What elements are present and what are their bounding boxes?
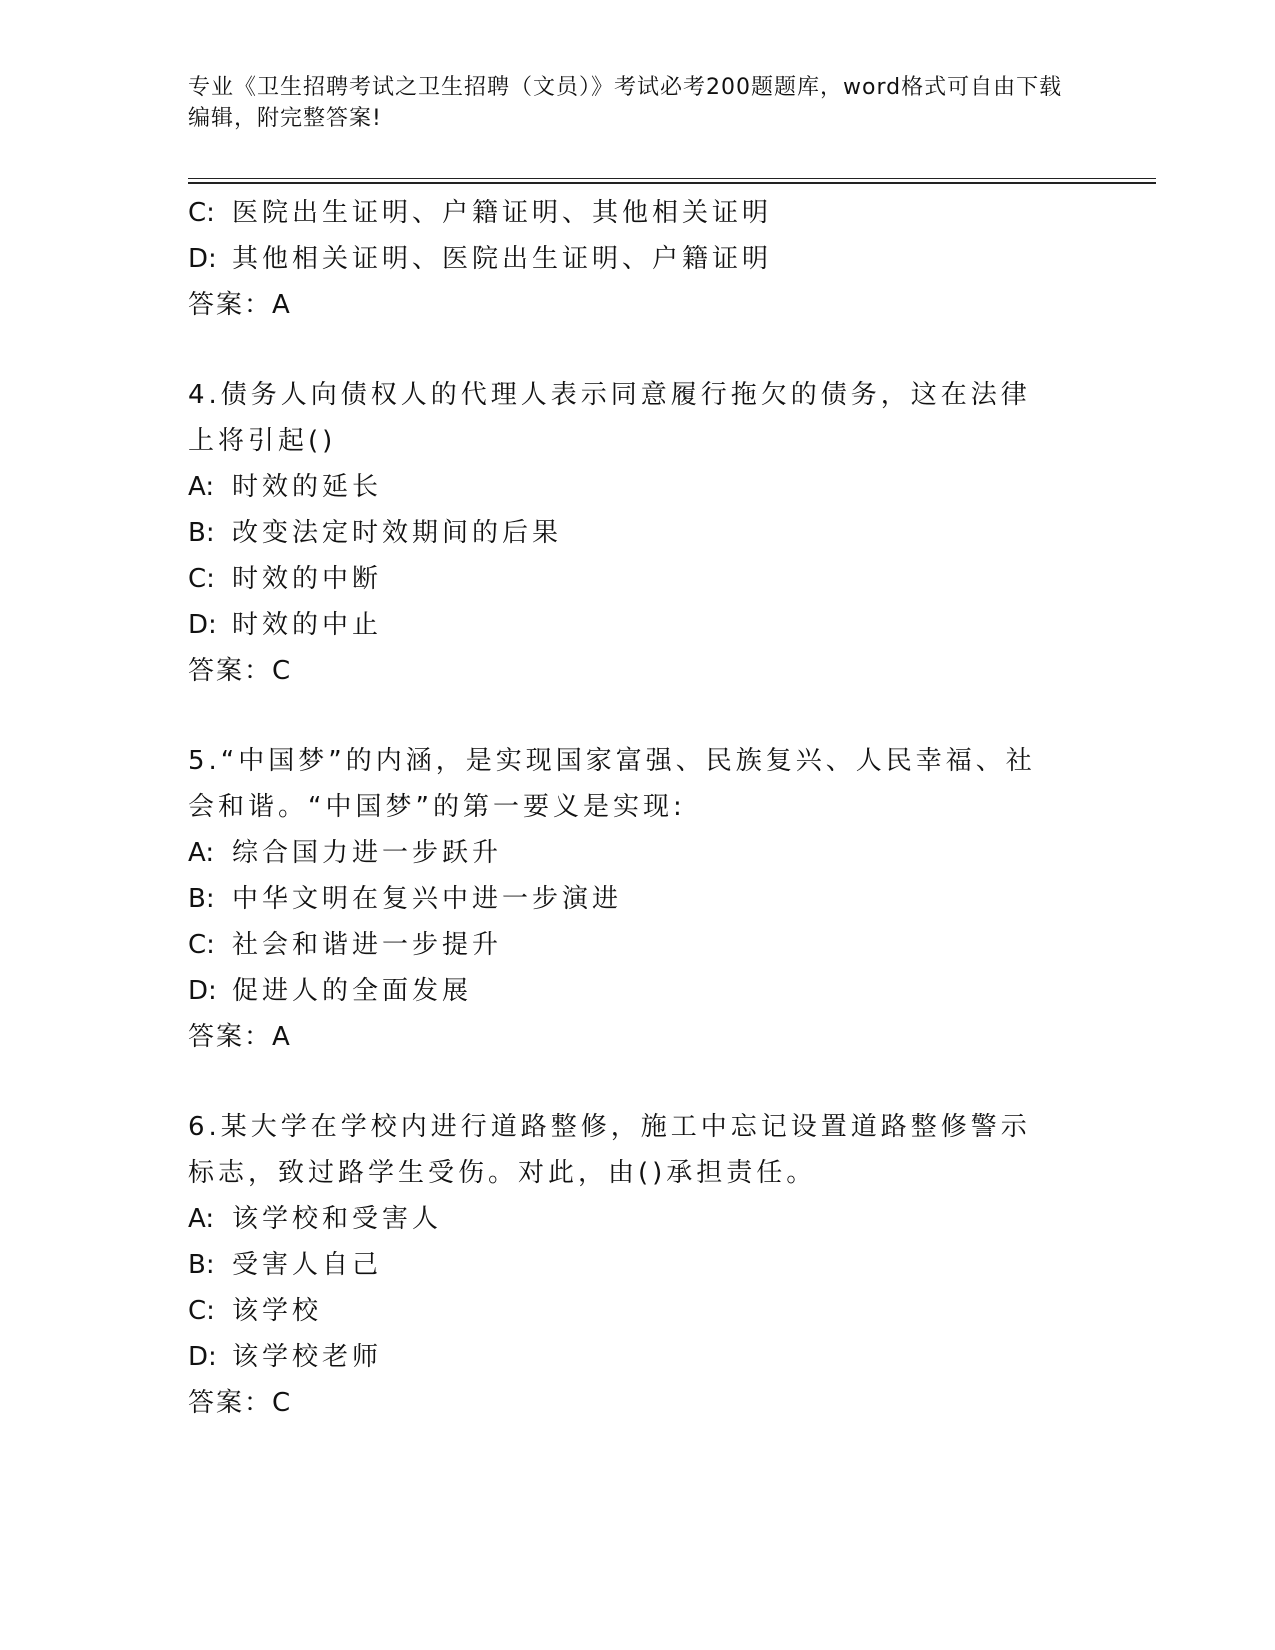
option-text: 医院出生证明、户籍证明、其他相关证明 (232, 198, 773, 228)
option-text: 社会和谐进一步提升 (232, 930, 503, 960)
option-c (188, 556, 1068, 602)
option-b (188, 1242, 1068, 1288)
partial-question (188, 190, 1068, 328)
option-text: 该学校和受害人 (232, 1204, 443, 1234)
option-a (188, 830, 1068, 876)
option-label: C: (188, 1296, 215, 1326)
option-label: B: (188, 1250, 215, 1280)
option-text: 该学校 (232, 1296, 323, 1326)
option-label: C: (188, 198, 215, 228)
option-label: A: (188, 1204, 215, 1234)
answer-line: 答案：A (188, 290, 292, 320)
question-5 (188, 738, 1068, 1060)
option-label: B: (188, 884, 215, 914)
header-divider-thick (188, 182, 1156, 184)
option-text: 受害人自己 (232, 1250, 383, 1280)
option-text: 时效的中断 (232, 564, 383, 594)
option-a (188, 464, 1068, 510)
answer-line: 答案：A (188, 1022, 292, 1052)
option-c (188, 1288, 1068, 1334)
option-text: 该学校老师 (232, 1342, 383, 1372)
option-text: 改变法定时效期间的后果 (232, 518, 563, 548)
option-label: D: (188, 1342, 217, 1372)
option-label: A: (188, 838, 215, 868)
option-label: C: (188, 564, 215, 594)
option-c (188, 922, 1068, 968)
question-text: 4.债务人向债权人的代理人表示同意履行拖欠的债务，这在法律上将引起() (188, 380, 1031, 456)
option-label: D: (188, 610, 217, 640)
option-b (188, 510, 1068, 556)
question-4 (188, 372, 1068, 694)
option-text: 促进人的全面发展 (232, 976, 473, 1006)
answer-line: 答案：C (188, 656, 293, 686)
question-text: 5.“中国梦”的内涵，是实现国家富强、民族复兴、人民幸福、社会和谐。“中国梦”的第一要义是实现: (188, 746, 1036, 822)
option-a (188, 1196, 1068, 1242)
option-label: A: (188, 472, 215, 502)
option-d (188, 236, 1068, 282)
question-6 (188, 1104, 1068, 1426)
option-label: D: (188, 976, 217, 1006)
header-divider-thin (188, 178, 1156, 179)
option-text: 中华文明在复兴中进一步演进 (232, 884, 623, 914)
answer-line: 答案：C (188, 1388, 293, 1418)
question-text: 6.某大学在学校内进行道路整修，施工中忘记设置道路整修警示标志，致过路学生受伤。对此，由()承担责任。 (188, 1112, 1031, 1188)
option-label: D: (188, 244, 217, 274)
option-label: C: (188, 930, 215, 960)
document-content (188, 190, 1068, 1426)
option-text: 其他相关证明、医院出生证明、户籍证明 (232, 244, 773, 274)
option-text: 时效的中止 (232, 610, 383, 640)
option-c (188, 190, 1068, 236)
option-d (188, 968, 1068, 1014)
option-text: 时效的延长 (232, 472, 383, 502)
option-text: 综合国力进一步跃升 (232, 838, 503, 868)
option-label: B: (188, 518, 215, 548)
option-b (188, 876, 1068, 922)
option-d (188, 1334, 1068, 1380)
option-d (188, 602, 1068, 648)
document-header: 专业《卫生招聘考试之卫生招聘（文员）》考试必考200题题库，word格式可自由下载编辑，附完整答案! (188, 75, 1063, 131)
